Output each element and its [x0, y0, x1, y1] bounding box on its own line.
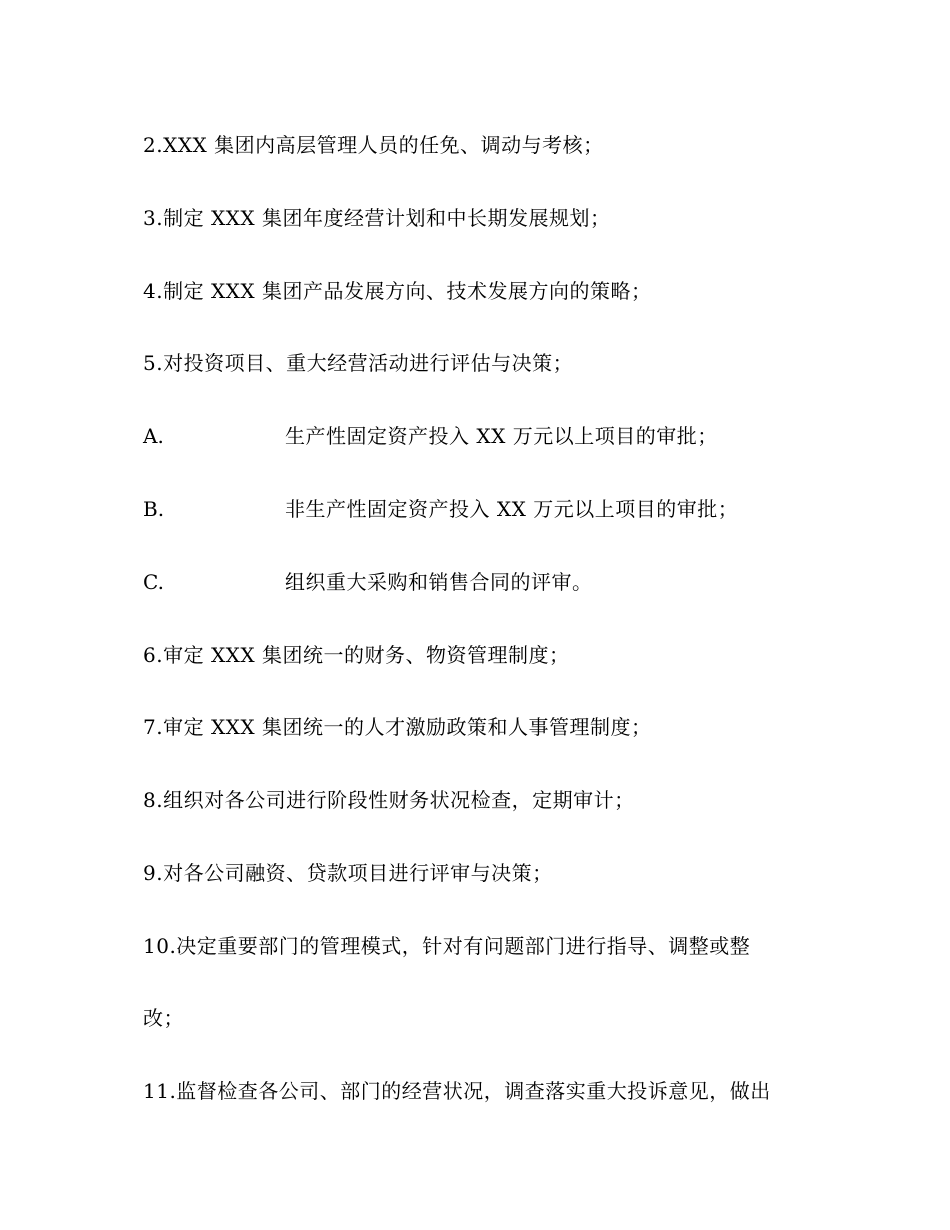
list-item: 7.审定 XXX 集团统一的人才激励政策和人事管理制度；	[143, 715, 652, 739]
sub-item-text: 组织重大采购和销售合同的评审。	[285, 570, 593, 594]
list-item: 11.监督检查各公司、部门的经营状况，调查落实重大投诉意见，做出	[143, 1079, 771, 1103]
list-item: 6.审定 XXX 集团统一的财务、物资管理制度；	[143, 643, 570, 667]
sub-item-letter: B.	[143, 497, 165, 521]
list-item: 10.决定重要部门的管理模式，针对有问题部门进行指导、调整或整	[143, 934, 751, 958]
list-item: 3.制定 XXX 集团年度经营计划和中长期发展规划；	[143, 206, 611, 230]
sub-item-letter: C.	[143, 570, 164, 594]
list-item: 2.XXX 集团内高层管理人员的任免、调动与考核；	[143, 133, 604, 157]
list-item-continuation: 改；	[143, 1006, 184, 1030]
sub-item-text: 生产性固定资产投入 XX 万元以上项目的审批；	[285, 424, 718, 448]
list-item: 9.对各公司融资、贷款项目进行评审与决策；	[143, 861, 553, 885]
sub-item-text: 非生产性固定资产投入 XX 万元以上项目的审批；	[285, 497, 739, 521]
sub-item-letter: A.	[143, 424, 164, 448]
list-item: 5.对投资项目、重大经营活动进行评估与决策；	[143, 351, 574, 375]
list-item: 8.组织对各公司进行阶段性财务状况检查，定期审计；	[143, 788, 635, 812]
list-item: 4.制定 XXX 集团产品发展方向、技术发展方向的策略；	[143, 279, 652, 303]
